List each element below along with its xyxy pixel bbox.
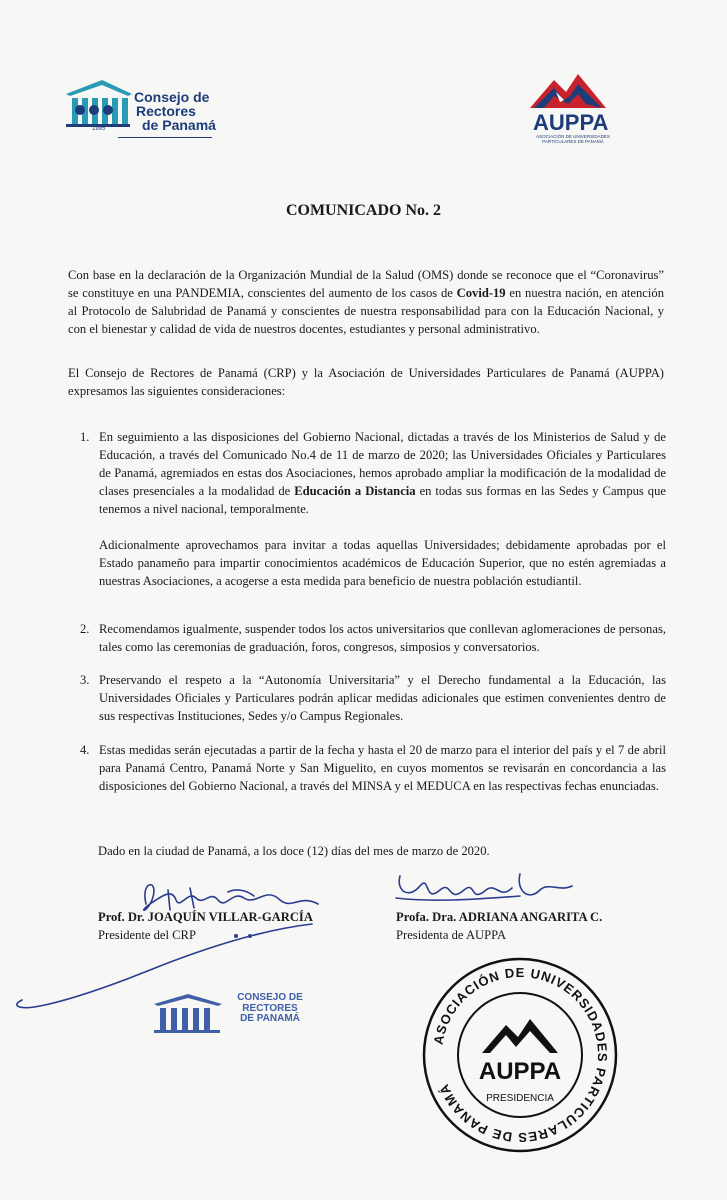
auppa-logo-name: AUPPA [533, 110, 609, 135]
signature-role-crp: Presidente del CRP [98, 928, 196, 942]
crp-logo-rule [118, 137, 212, 138]
list-item-number: 1. [80, 430, 90, 444]
list-item-second-paragraph: Adicionalmente aprovechamos para invitar a todas aquellas Universidades; debidamente aprobadas por el Estado panameño para impartir conocimientos académicos de Educación Superior, que no estén agremiadas a nuestras Asociaciones, a acogerse a esta medida para beneficio de nuestra población estudiantil. [99, 538, 666, 588]
crp-paragraph: El Consejo de Rectores de Panamá (CRP) y la Asociación de Universidades Particulares de Panamá (AUPPA) expresamos las siguientes consideraciones: [68, 366, 664, 398]
auppa-seal-name: AUPPA [478, 1058, 562, 1085]
document-title: COMUNICADO No. 2 [285, 202, 442, 219]
closing-line: Dado en la ciudad de Panamá, a los doce (12) días del mes de marzo de 2020. [98, 844, 490, 858]
crp-stamp-line3: DE PANAMÁ [240, 1013, 300, 1024]
crp-stamp-line2: RECTORES [242, 1002, 298, 1014]
list-item-text: Preservando el respeto a la “Autonomía Universitaria” y el Derecho fundamental a la Educación, las Universidades Oficiales y Particulares podrán aplicar medidas adicionales que estimen convenientes dentro de sus respectivas Instituciones, Sedes y/o Campus Regionales. [99, 673, 666, 723]
list-item-number: 2. [80, 622, 90, 636]
crp-logo-line2: Rectores [136, 103, 196, 119]
list-item [80, 620, 666, 656]
list-item-text-part1: En seguimiento a las disposiciones del Gobierno Nacional, dictadas a través de los Ministerios de Salud y de Educación, a través del Comunicado No.4 de 11 de marzo de 2020; las Universidades Oficiales y Particulares de Panamá, agremiados en estas dos Asociaciones, hemos aprobado ampliar la modificación de la modalidad de clases presenciales a la modalidad de [99, 430, 666, 498]
crp-stamp-line1: CONSEJO DE [237, 992, 303, 1003]
signature-role-auppa: Presidenta de AUPPA [396, 928, 507, 942]
intro-text-part1: Con base en la declaración de la Organización Mundial de la Salud (OMS) donde se reconoce que el “Coronavirus” se constituye en una PANDEMIA, conscientes del aumento de los casos de [68, 268, 664, 300]
auppa-seal-stamp [420, 955, 620, 1155]
list-item-text-part2: en todas sus formas en las Sedes y Campus que tenemos a nivel nacional, temporalmente. [99, 484, 666, 516]
list-item-number: 4. [80, 743, 90, 757]
list-item-text: Recomendamos igualmente, suspender todos los actos universitarios que conllevan aglomeraciones de personas, tales como las ceremonias de graduación, foros, congresos, simposios y conversatorios. [99, 622, 666, 654]
list-item-text [99, 428, 666, 518]
crp-stamp-text [228, 993, 312, 1025]
list-item-text: Estas medidas serán ejecutadas a partir de la fecha y hasta el 20 de marzo para el interior del país y el 7 de abril para Panamá Centro, Panamá Norte y San Miguelito, en cuyos momentos se revisarán en concordancia a las disposiciones del Gobierno Nacional, a través del MINSA y el MEDUCA en las respectivas fechas enunciadas. [99, 743, 666, 793]
auppa-seal-ring-text: ASOCIACIÓN DE UNIVERSIDADES PARTICULARES DE PANAMÁ [430, 964, 611, 1146]
list-item [80, 671, 666, 725]
list-item [80, 741, 666, 795]
crp-logo-year: 1995 [92, 126, 106, 132]
crp-logo-line1: Consejo de [134, 89, 210, 105]
signature-name-auppa: Profa. Dra. ADRIANA ANGARITA C. [396, 910, 603, 924]
list-item-number: 3. [80, 673, 90, 687]
crp-logo-line3: de Panamá [142, 117, 216, 133]
list-item-text-bold: Educación a Distancia [294, 484, 416, 498]
intro-text-bold: Covid-19 [456, 286, 506, 300]
intro-text-part2: en nuestra nación, en atención al Protocolo de Salubridad de Panamá y conscientes de nuestra responsabilidad para con la Educación Nacional, y con el bienestar y calidad de vida de nuestros docentes, estudiantes y personal administrativo. [68, 286, 664, 336]
intro-paragraph [68, 266, 664, 338]
crp-logo-wordmark [134, 90, 216, 132]
auppa-logo-subtitle: ASOCIACIÓN DE UNIVERSIDADES PARTICULARES DE PANAMÁ [536, 134, 610, 144]
crp-stamp-icon [150, 992, 230, 1036]
signature-name-crp: Prof. Dr. JOAQUÍN VILLAR-GARCÍA [98, 910, 313, 924]
list-item [80, 428, 666, 590]
auppa-seal-center-text: PRESIDENCIA [486, 1093, 554, 1104]
